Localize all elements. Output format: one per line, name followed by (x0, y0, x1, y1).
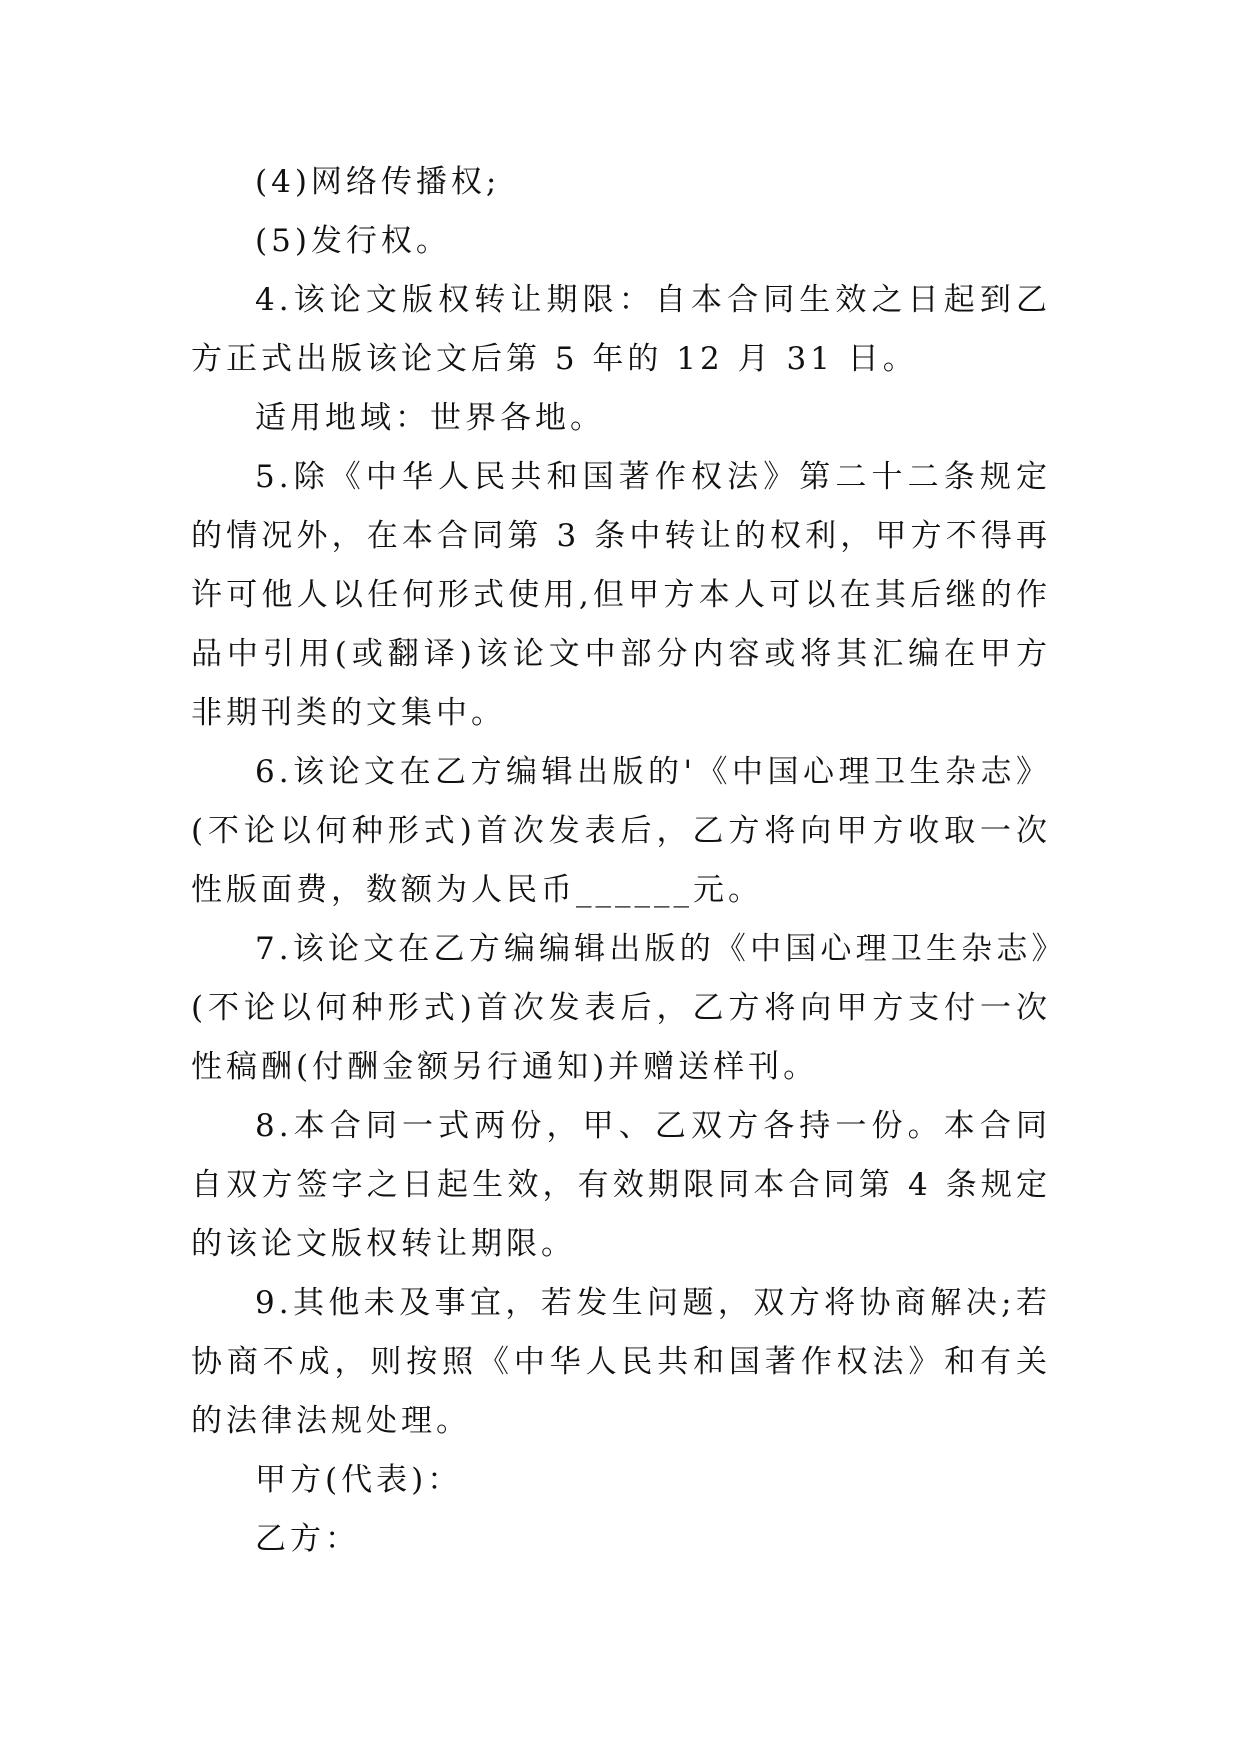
clause-territory: 适用地域：世界各地。 (255, 400, 605, 436)
contract-body (191, 153, 1051, 1569)
clause-distribution-rights: (5)发行权。 (255, 223, 451, 259)
clause-8-copies: 8.本合同一式两份，甲、乙双方各持一份。本合同自双方签字之日起生效，有效期限同本合同第 4 条规定的该论文版权转让期限。 (191, 1108, 1051, 1262)
clause-7-remuneration: 7.该论文在乙方编编辑出版的《中国心理卫生杂志》(不论以何种形式)首次发表后，乙方将向甲方支付一次性稿酬(付酬金额另行通知)并赠送样刊。 (191, 931, 1051, 1085)
clause-4-transfer-period: 4.该论文版权转让期限：自本合同生效之日起到乙方正式出版该论文后第 5 年的 12 月 31 日。 (191, 282, 1051, 377)
signature-party-a: 甲方(代表)： (255, 1462, 463, 1498)
clause-6-page-fee: 6.该论文在乙方编辑出版的'《中国心理卫生杂志》(不论以何种形式)首次发表后，乙方将向甲方收取一次性版面费，数额为人民币______元。 (191, 754, 1051, 908)
signature-party-b: 乙方： (255, 1521, 360, 1557)
clause-9-other-matters: 9.其他未及事宜，若发生问题，双方将协商解决;若协商不成，则按照《中华人民共和国著作权法》和有关的法律法规处理。 (191, 1285, 1051, 1439)
clause-5-restrictions: 5.除《中华人民共和国著作权法》第二十二条规定的情况外，在本合同第 3 条中转让的权利，甲方不得再许可他人以任何形式使用,但甲方本人可以在其后继的作品中引用(或翻译)该论文中部分内容或将其汇编在甲方非期刊类的文集中。 (191, 459, 1051, 731)
clause-network-rights: (4)网络传播权; (255, 164, 501, 200)
